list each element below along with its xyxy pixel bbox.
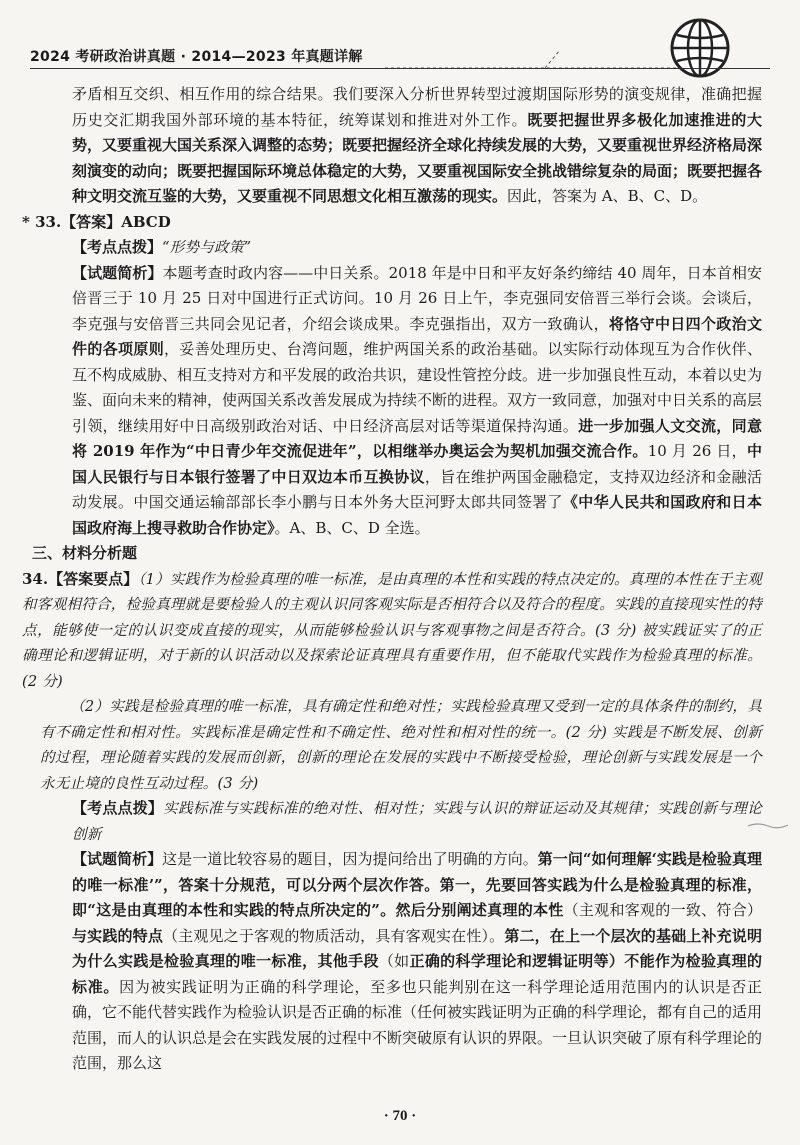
text-span: ，妥善处理历史、台湾问题，维护两国关系的政治基础。以实际行动体现互为合作伙伴、互不构成威胁、相互支持对方和平发展的政治共识，建设性管控分歧。进一步加强良性互动，本着以史为鉴、面向未来的精神，使两国关系改善发展成为持续不断的进程。双方一致同意，加强对中日关系的高层引领，继续用好中日高级别政治对话、中日经济高层对话等渠道保持沟通。 [72, 340, 763, 435]
q33-analysis [40, 261, 762, 542]
bold-span: 与实践的特点 [72, 926, 163, 945]
text-span: （如 [378, 952, 410, 970]
text-span: 。A、B、C、D 全选。 [274, 518, 430, 537]
answer-paragraph-1: （1）实践作为检验真理的唯一标准，是由真理的本性和实践的特点决定的。真理的本性在于主观和客观相符合，检验真理就是要检验人的主观认识同客观实际是否相符合以及符合的程度。实践的直接现实性的特点，能够使一定的认识变成直接的现实，从而能够检验认识与客观事物之间是否符合。(3 分) 被实践证实了的正确理论和逻辑证明，对于新的认识活动以及探索论证真理具有重要作用，但不能取代实践作为检验真理的标准。(2 分) [22, 570, 762, 690]
text-span: 因为被实践证明为正确的科学理论，至多也只能判别在这一科学理论适用范围内的认识是否正确，它不能代替实践作为检验认识是否正确的标准（任何被实践证明为正确的科学理论，都有自己的适用范围，而人的认识总是会在实践发展的过程中不断突破原有认识的界限。一旦认识突破了原有科学理论的范围，那么这 [72, 977, 763, 1072]
kaodian-label: 【考点点拨】 [72, 799, 164, 817]
kaodian-label: 【考点点拨】 [72, 238, 163, 256]
answer-label: 【答案要点】 [48, 569, 139, 588]
text-span: （主观和客观的一致、符合） [563, 901, 762, 919]
answer-label: 【答案】 [61, 212, 122, 231]
text-span: ，旨在维护两国金融稳定，支持双边经济和金融活动发展。中国交通运输部部长李小鹏与日本外务大臣河野太郎共同签署了 [72, 467, 762, 511]
bold-span: 正确的科学理论和逻辑证明等）不能作为检验真理的标准。 [72, 952, 762, 996]
answer-value: ABCD [121, 212, 171, 231]
bold-span: 《中华人民共和国政府和日本国政府海上搜寻救助合作协定》 [72, 493, 762, 537]
answer-paragraph-2: （2）实践是检验真理的唯一标准，具有确定性和绝对性；实践检验真理又受到一定的具体条件的制约，具有不确定性和相对性。实践标准是确定性和不确定性、绝对性和相对性的统一。(2 分) 实践是不断发展、创新的过程，理论随着实践的发展而创新，创新的理论在发展的实践中不断接受检验，理论创新与实践发展是一个永无止境的良性互动过程。(3 分) [40, 698, 762, 792]
page-number: · 70 · [383, 1108, 417, 1124]
q33-answer-line [22, 210, 762, 236]
page-body [22, 82, 763, 1077]
analysis-label: 【试题简析】 [72, 263, 163, 282]
bold-span: 将恪守中日四个政治文件的各项原则 [72, 314, 762, 358]
bold-span: 极化加速推进的大势，又要重视大国关系深入调整的态势；既要把握经济全球化持续发展的大势，又要重视世界经济格局深刻演变的动向；既要把握国际环境总体稳定的大势，又要重视国际安全挑战错综复杂的局面；既要把握各种文明交流互鉴的大势，又要重视不同思想文化相互激荡的现实。 [72, 110, 763, 205]
analysis-label: 【试题简析】 [72, 850, 163, 868]
kaodian-value: 实践标准与实践标准的绝对性、相对性；实践与认识的辩证运动及其规律；实践创新与理论创新 [72, 800, 762, 843]
header-decoration [385, 46, 705, 68]
text-span: 本题考查时政内容——中日关系。2018 年是中日和平友好条约缔结 40 周年，日本首相安倍晋三于 10 月 25 日对中国进行正式访问。10 月 26 日上午，李克强同安倍晋三举行会谈。会谈后，李克强与安倍晋三共同会见记者，介绍会谈成果。李克强指出，双方一致确认， [72, 263, 762, 333]
q32-answer-continuation [40, 82, 762, 210]
margin-pencil-mark [746, 820, 790, 832]
page-header [30, 44, 770, 70]
book-title: 2024 考研政治讲真题 · 2014—2023 年真题详解 [30, 49, 363, 65]
question-number: * 33. [22, 212, 62, 231]
bold-span: 第一问“如何理解‘实践是检验真理的唯一标准’”，答案十分规范，可以分两个层次作答。第一，先要回答实践为什么是检验真理的标准，即“这是由真理的本性和实践的特点所决定的”。然后分别阐述真理的本性 [72, 850, 762, 919]
question-number: 34. [22, 569, 49, 588]
q34-answer-points [22, 567, 762, 695]
globe-icon [668, 16, 732, 80]
bold-span: 第二，在上一个层次的基础上补充说明为什么实践是检验真理的唯一标准，其他手段 [72, 926, 762, 970]
q34-kaodian [40, 796, 762, 847]
text-span: 矛盾相互交织、相互作用的综合结果。我们要深入分析世界转型过渡期国际形势的演变规律， [72, 85, 701, 103]
bold-span: 中国人民银行与日本银行签署了中日双边本币互换协议 [72, 442, 763, 486]
q34-analysis [40, 847, 762, 1077]
text-span: 准确把握历史交汇期我国外部环境的基本特征，统筹谋划和推进对外工作。 [72, 85, 762, 129]
section-title: 三、材料分析题 [32, 544, 138, 562]
text-span: 这是一道比较容易的题目，因为提问给出了明确的方向。 [162, 850, 538, 868]
bold-span: 进一步加强人文交流，同意将 2019 年作为“中日青少年交流促进年”，以相继举办奥运会为契机加强交流合作。 [72, 416, 762, 460]
text-span: 因此，答案为 A、B、C、D。 [507, 187, 708, 205]
text-span: （主观见之于客观的物质活动，具有客观实在性）。 [163, 926, 505, 945]
bold-span: 既要把握世界多 [527, 110, 638, 129]
text-span: 10 月 26 日， [647, 442, 747, 460]
q33-kaodian [40, 235, 762, 261]
header-rule [30, 68, 770, 69]
kaodian-value: “形势与政策” [162, 239, 252, 256]
